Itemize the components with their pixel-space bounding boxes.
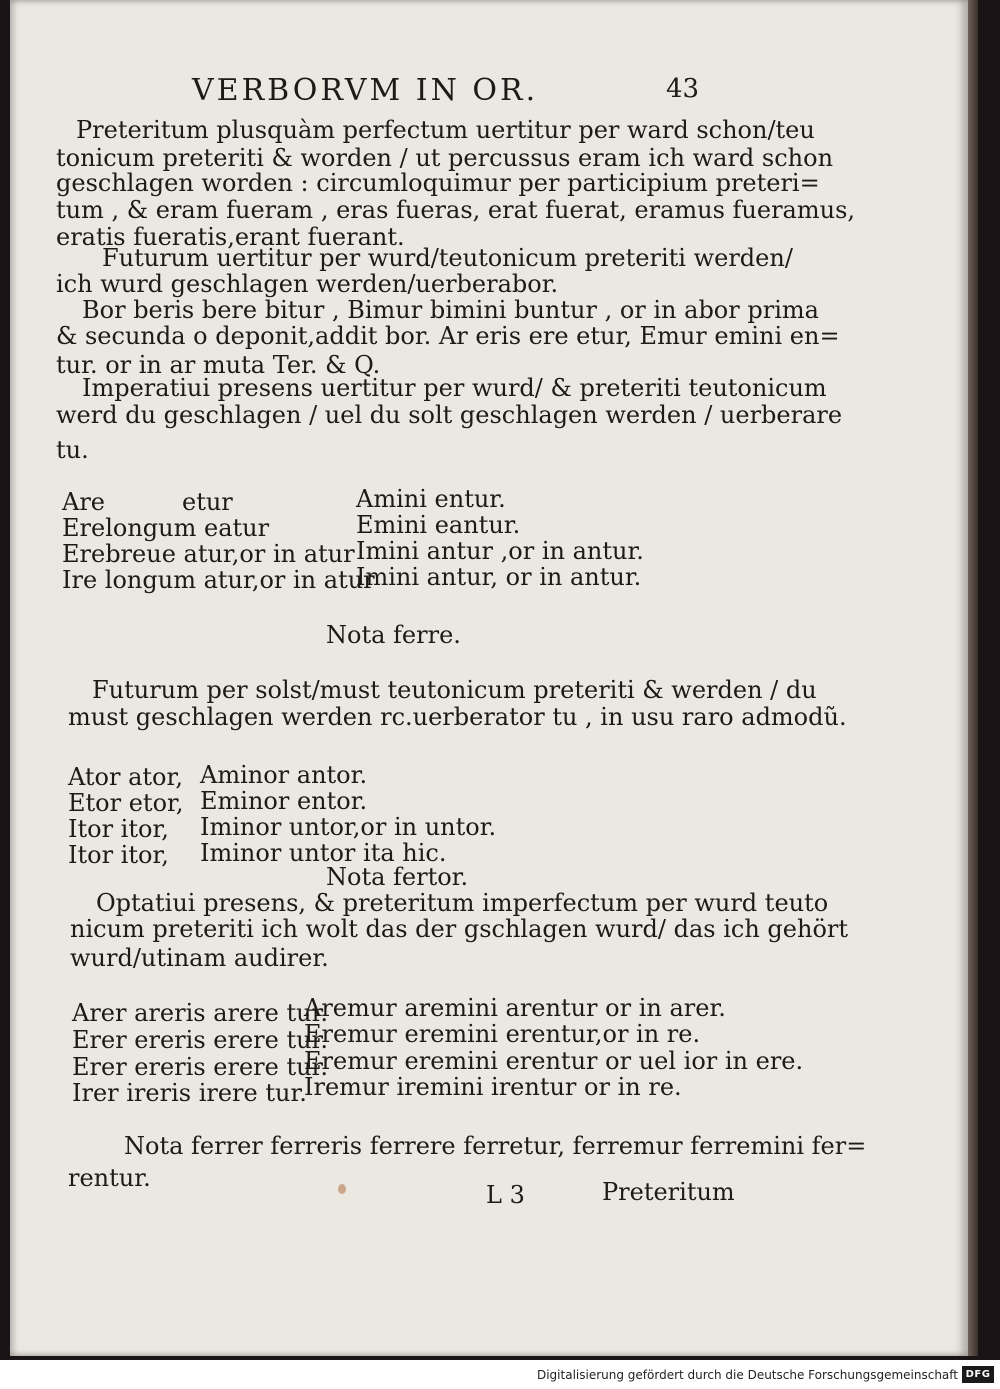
section-heading: Nota ferre. <box>326 621 461 649</box>
paradigm-left: Itor itor, <box>68 841 169 869</box>
paradigm-left: Etor etor, <box>68 789 184 817</box>
page-edge <box>968 0 978 1356</box>
text-line: Nota ferrer ferreris ferrere ferretur, ferremur ferremini fer= <box>124 1132 867 1160</box>
text-line: & secunda o deponit,addit bor. Ar eris ere etur, Emur emini en= <box>56 322 840 350</box>
text-line: nicum preteriti ich wolt das der gschlagen wurd/ das ich gehört <box>70 915 849 943</box>
paradigm-right: Eremur eremini erentur or uel ior in ere. <box>304 1047 804 1075</box>
paradigm-left: Ire longum atur,or in atur <box>62 566 375 594</box>
paradigm-right: Emini eantur. <box>356 511 521 539</box>
signature-mark: L 3 <box>486 1181 525 1209</box>
paradigm-left: Irer ireris irere tur. <box>72 1079 307 1107</box>
text-line: Bor beris bere bitur , Bimur bimini buntur , or in abor prima <box>82 296 819 324</box>
paradigm-right: Aremur aremini arentur or in arer. <box>304 994 726 1022</box>
paradigm-right: Iminor untor ita hic. <box>200 839 447 867</box>
paradigm-right: Amini entur. <box>356 485 506 513</box>
text-line: tonicum preteriti & worden / ut percussus eram ich ward schon <box>56 144 834 172</box>
text-line: geschlagen worden : circumloquimur per participium preteri= <box>56 169 820 197</box>
text-line: eratis fueratis,erant fuerant. <box>56 223 405 251</box>
text-line: Optatiui presens, & preteritum imperfectum per wurd teuto <box>96 889 829 917</box>
paradigm-left: Are <box>62 488 106 516</box>
paradigm-left: Erer ereris erere tur. <box>72 1026 329 1054</box>
section-heading: Nota fertor. <box>326 863 469 891</box>
paradigm-left: Erebreue atur,or in atur <box>62 540 355 568</box>
text-line: tur. or in ar muta Ter. & Q. <box>56 351 381 379</box>
paradigm-left: Ator ator, <box>68 763 183 791</box>
text-line: rentur. <box>68 1164 151 1192</box>
funding-note: Digitalisierung gefördert durch die Deutsche Forschungsgemeinschaft <box>536 1368 958 1382</box>
text-line: wurd/utinam audirer. <box>70 944 329 972</box>
paradigm-right: Iminor untor,or in untor. <box>200 813 497 841</box>
dfg-logo-icon: DFG <box>962 1366 994 1383</box>
paradigm-left: Arer areris arere tur. <box>72 999 329 1027</box>
text-line: werd du geschlagen / uel du solt geschlagen werden / uerberare <box>56 401 843 429</box>
text-line: Futurum uertitur per wurd/teutonicum preteriti werden/ <box>102 244 793 272</box>
paradigm-right: Eminor entor. <box>200 787 368 815</box>
paradigm-right: Imini antur, or in antur. <box>356 563 642 591</box>
page-number: 43 <box>666 74 700 104</box>
paper-stain <box>338 1184 346 1194</box>
running-header: VERBORVM IN OR. <box>192 73 539 108</box>
paradigm-right: Aminor antor. <box>200 761 368 789</box>
paradigm-right: Iremur iremini irentur or in re. <box>304 1073 682 1101</box>
paradigm-left: Erer ereris erere tur. <box>72 1053 329 1081</box>
text-line: Futurum per solst/must teutonicum preteriti & werden / du <box>92 676 817 704</box>
text-line: Imperatiui presens uertitur per wurd/ & preteriti teutonicum <box>82 374 827 402</box>
text-line: ich wurd geschlagen werden/uerberabor. <box>56 270 559 298</box>
paradigm-left: Itor itor, <box>68 815 169 843</box>
paradigm-left: etur <box>182 488 233 516</box>
paradigm-right: Imini antur ,or in antur. <box>356 537 644 565</box>
text-line: tum , & eram fueram , eras fueras, erat fuerat, eramus fueramus, <box>56 196 856 224</box>
footer-bar <box>0 1362 1000 1389</box>
text-line: Preteritum plusquàm perfectum uertitur per ward schon/teu <box>76 116 815 144</box>
text-line: tu. <box>56 436 89 464</box>
paradigm-left: Erelongum eatur <box>62 514 270 542</box>
catchword: Preteritum <box>602 1178 735 1206</box>
paradigm-right: Eremur eremini erentur,or in re. <box>304 1020 701 1048</box>
text-line: must geschlagen werden rc.uerberator tu , in usu raro admodũ. <box>68 703 847 731</box>
